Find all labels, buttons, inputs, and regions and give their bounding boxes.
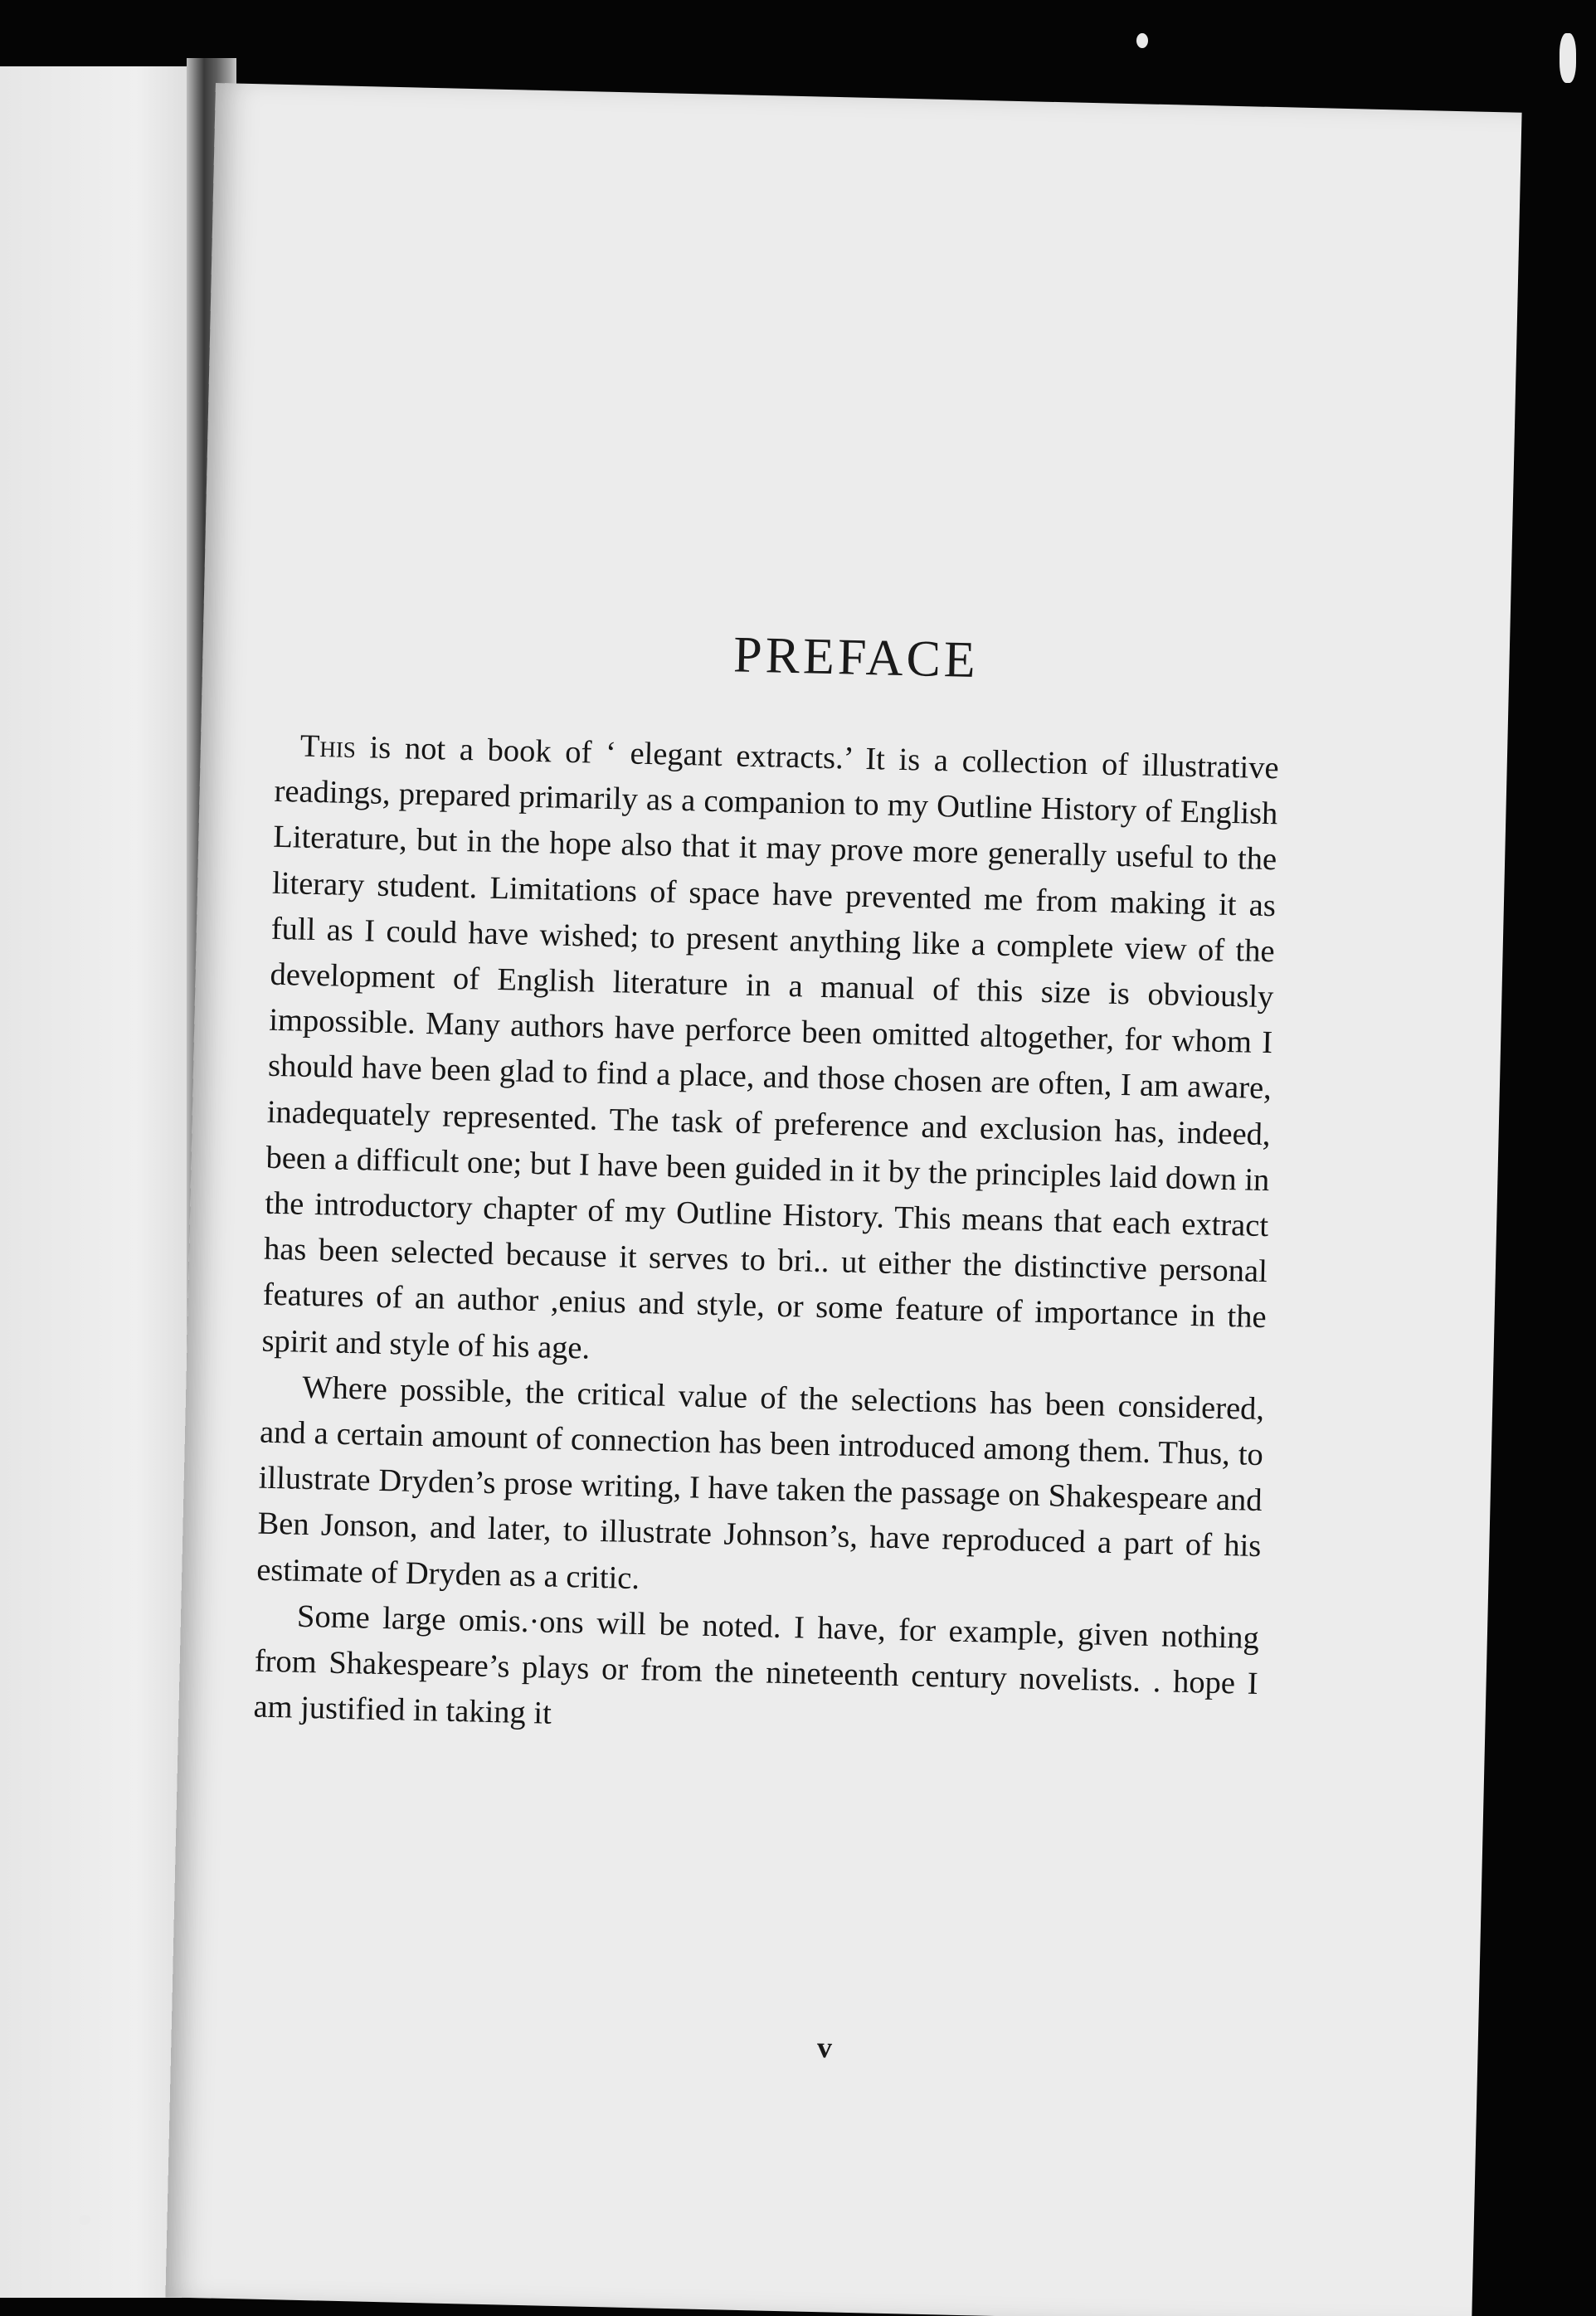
preface-body <box>253 723 1279 1754</box>
page-number: v <box>816 2031 833 2065</box>
scan-speck <box>1560 33 1576 83</box>
paragraph-2: Where possible, the critical value of the selections has been considered, and a certain amount of connection has been introduced among them. Thus, to illustrate Dryden’s prose writing, I have taken the passage on Shakespeare and Ben Jonson, and later, to illustrate Johnson’s, have reproduced a part of his estimate of Dryden as a critic. <box>255 1370 1265 1596</box>
book-page <box>165 83 1521 2316</box>
page-title: PREFACE <box>732 626 980 689</box>
paragraph-3: Some large omis.·ons will be noted. I have, for example, given nothing from Shakespeare’s plays or from the nineteenth century novelists. . hope I am justified in taking it <box>253 1598 1260 1731</box>
facing-page-edge <box>0 66 195 2298</box>
paragraph-lead-word: This <box>299 728 357 766</box>
scan-speck <box>1136 33 1148 48</box>
scan-speck <box>79 2215 90 2225</box>
paragraph-1 <box>261 723 1279 1387</box>
paragraph-1-text: is not a book of ‘ elegant extracts.’ It is a collection of illustrative readings, prepared primarily as a companion to my Outline History of English Literature, but in the hope also that it may prove more generally useful to the literary student. Limitations of space have prevented me from making it as full as I could have wished; to present anything like a complete view of the development of English literature in a manual of this size is obviously impossible. Many authors have perforce been omitted altogether, for whom I should have been glad to find a place, and those chosen are often, I am aware, inadequately represented. The task of preference and exclusion has, indeed, been a difficult one; but I have been guided in it by the principles laid down in the introductory chapter of my Outline History. This means that each extract has been selected because it serves to bri.. ut either the distinctive personal features of an author ,enius and style, or some feature of importance in the spirit and style of his age. <box>261 730 1280 1366</box>
